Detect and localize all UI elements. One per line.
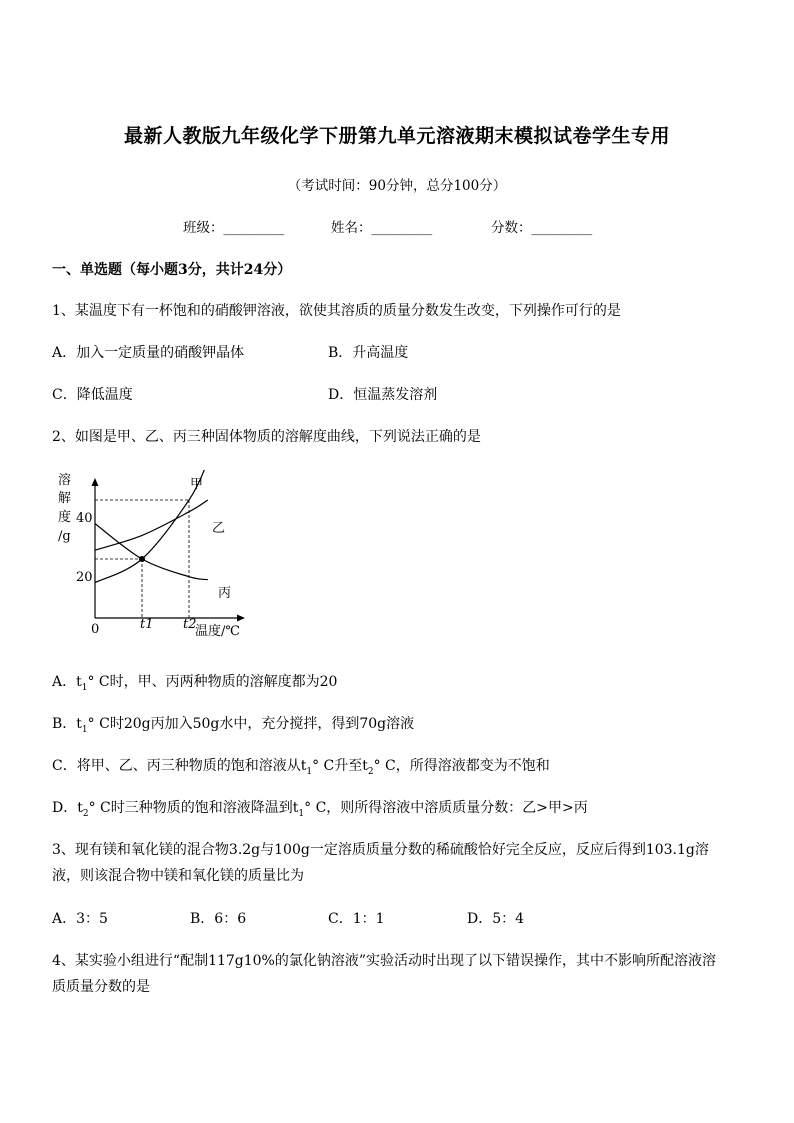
y-axis-label-char: 解 — [58, 491, 72, 506]
x-tick-label: t2 — [183, 617, 197, 632]
class-field — [183, 216, 284, 236]
score-label: 分数： — [491, 220, 532, 236]
series-label-jia: 甲 — [190, 477, 204, 492]
origin-label: 0 — [91, 622, 100, 637]
question-2-option-b: B．$t_1^\circ$ C时20g丙加入50g水中，充分搅拌，得到70g溶液 — [52, 716, 415, 735]
class-label: 班级： — [183, 220, 224, 236]
question-3-option-a: A．3：5 — [52, 911, 108, 927]
question-3-option-d: D．5：4 — [467, 911, 525, 927]
question-1-option-c: C．降低温度 — [52, 387, 133, 403]
question-1-option-b: B．升高温度 — [328, 345, 409, 361]
x-axis-label: 温度/℃ — [195, 624, 240, 639]
question-3-stem-line-1: 3、现有镁和氧化镁的混合物3.2g与100g一定溶质质量分数的稀硫酸恰好完全反应，反应后得到103.1g溶 — [52, 842, 709, 858]
x-tick-label: t1 — [140, 617, 154, 632]
y-axis-label-char: /g — [58, 529, 71, 544]
question-2-stem: 2、如图是甲、乙、丙三种固体物质的溶解度曲线，下列说法正确的是 — [52, 429, 481, 445]
name-blank: _________ — [371, 220, 433, 236]
section-heading: 一、单选题（每小题3分，共计24分） — [52, 262, 292, 278]
question-4-stem-line-2: 质质量分数的是 — [52, 979, 150, 995]
series-label-yi: 乙 — [212, 521, 226, 536]
question-2-option-c: C．将甲、乙、丙三种物质的饱和溶液从$t_1^\circ$ C升至$t_2^\circ$ C，所得溶液都变为不饱和 — [52, 758, 550, 777]
question-2-option-d: D．$t_2^\circ$ C时三种物质的饱和溶液降温到$t_1^\circ$ C，则所得溶液中溶质质量分数：乙>甲>丙 — [52, 800, 588, 819]
series-label-bing: 丙 — [218, 586, 232, 601]
y-tick-label: 40 — [76, 511, 93, 526]
exam-info: （考试时间：90分钟，总分100分） — [287, 178, 507, 194]
x-axis-arrow — [237, 615, 245, 622]
series-line-bing — [95, 524, 208, 580]
question-3-option-c: C．1：1 — [328, 911, 385, 927]
series-line-yi — [95, 500, 208, 550]
intersection-point — [139, 556, 145, 562]
question-1-option-a: A．加入一定质量的硝酸钾晶体 — [52, 345, 245, 361]
name-label: 姓名： — [331, 220, 372, 236]
solubility-chart — [50, 470, 250, 645]
y-axis-label-char: 度 — [58, 510, 72, 525]
question-1-stem: 1、某温度下有一杯饱和的硝酸钾溶液，欲使其溶质的质量分数发生改变，下列操作可行的是 — [52, 303, 621, 319]
page-title: 最新人教版九年级化学下册第九单元溶液期末模拟试卷学生专用 — [123, 125, 670, 147]
question-3-option-b: B．6：6 — [190, 911, 247, 927]
question-4-stem-line-1: 4、某实验小组进行“配制117g10%的氯化钠溶液”实验活动时出现了以下错误操作，其中不影响所配溶液溶 — [52, 953, 717, 969]
y-tick-label: 20 — [76, 570, 93, 585]
score-field — [491, 216, 592, 236]
y-axis-label-char: 溶 — [58, 473, 72, 488]
class-blank: _________ — [223, 220, 285, 236]
name-field — [331, 216, 432, 236]
question-1-option-d: D．恒温蒸发溶剂 — [328, 387, 438, 403]
y-axis-arrow — [92, 478, 99, 486]
question-2-option-a: A．$t_1^\circ$ C时，甲、丙两种物质的溶解度都为20 — [52, 674, 338, 693]
score-blank: _________ — [531, 220, 593, 236]
question-3-stem-line-2: 液，则该混合物中镁和氧化镁的质量比为 — [52, 868, 304, 884]
